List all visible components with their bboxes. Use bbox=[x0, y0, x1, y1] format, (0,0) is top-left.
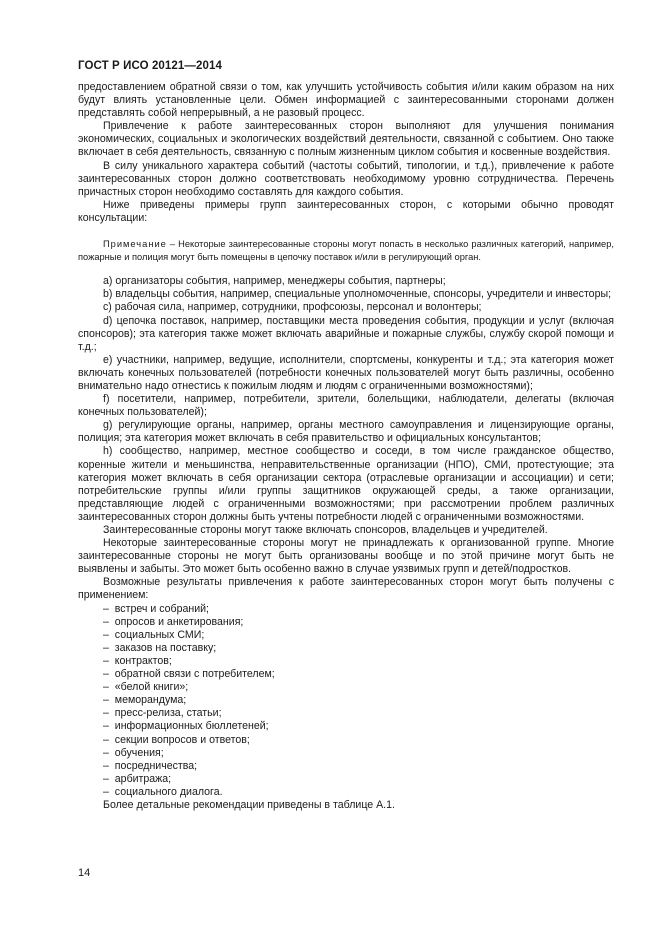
page-content bbox=[78, 81, 614, 812]
paragraph: Ниже приведены примеры групп заинтересованных сторон, с которыми обычно проводят консультации: bbox=[78, 198, 614, 224]
paragraph: Возможные результаты привлечения к работе заинтересованных сторон могут быть получены с применением: bbox=[78, 576, 614, 602]
dash-list-item: – пресс-релиза, статьи; bbox=[78, 707, 614, 720]
list-item: b) владельцы события, например, специальные уполномоченные, спонсоры, учредители и инвесторы; bbox=[103, 288, 612, 301]
note bbox=[78, 238, 614, 263]
dash-list-item: – арбитража; bbox=[78, 773, 614, 786]
list-item: f) посетители, например, потребители, зрители, болельщики, наблюдатели, делегаты (включая конечных пользователей); bbox=[78, 393, 614, 419]
list-item: c) рабочая сила, например, сотрудники, профсоюзы, персонал и волонтеры; bbox=[103, 301, 482, 314]
list-item: a) организаторы события, например, менеджеры события, партнеры; bbox=[103, 275, 446, 288]
paragraph: предоставлением обратной связи о том, как улучшить устойчивость события и/или каким образом на них будут влиять установленные цели. Обмен информацией с заинтересованными сторонами должен представлять собой непрерывный, а не разовый процесс. bbox=[78, 81, 614, 120]
dash-list-item: – посредничества; bbox=[78, 760, 614, 773]
dash-list-item: – опросов и анкетирования; bbox=[78, 616, 614, 629]
list-item: g) регулирующие органы, например, органы местного самоуправления и лицензирующие органы, полиция; эта категория может включать в себя правительство и официальных консультантов; bbox=[78, 419, 614, 445]
paragraph: Некоторые заинтересованные стороны могут не принадлежать к организованной группе. Многие заинтересованные стороны не могут быть организованы вообще и по этой причине могут быть не выявлены и забыты. Это может быть особенно важно в случае уязвимых групп и детей/подростков. bbox=[78, 537, 614, 576]
dash-list-item: – информационных бюллетеней; bbox=[78, 720, 614, 733]
paragraph: Заинтересованные стороны могут также включать спонсоров, владельцев и учредителей. bbox=[103, 524, 548, 536]
paragraph: Привлечение к работе заинтересованных сторон выполняют для улучшения понимания экономических, социальных и экологических воздействий деятельности, связанной с событием. Оно также включает в себя деятельность, связанную с полным жизненным циклом события и косвенные воздействия. bbox=[78, 120, 614, 159]
list-item: d) цепочка поставок, например, поставщики места проведения события, продукции и услуг (включая спонсоров); эта категория также может включать аварийные и пожарные службы, службу скорой помощи и т.д.; bbox=[78, 314, 614, 353]
dash-list-item: – меморандума; bbox=[78, 694, 614, 707]
dash-list-item: – заказов на поставку; bbox=[78, 642, 614, 655]
dash-list-item: – обратной связи с потребителем; bbox=[78, 668, 614, 681]
dash-list-item: – социального диалога. bbox=[78, 786, 614, 799]
note-text: – Некоторые заинтересованные стороны могут попасть в несколько различных категорий, например, пожарные и полиция могут быть помещены в цепочку поставок и/или в регулирующий орган. bbox=[78, 239, 614, 262]
page-number: 14 bbox=[78, 867, 91, 879]
paragraph: В силу уникального характера событий (частоты событий, типологии, и т.д.), привлечение к работе заинтересованных сторон должно соответствовать необходимому уровню сотрудничества. Перечень причастных сторон необходимо составлять для каждого события. bbox=[78, 159, 614, 198]
dash-list-item: – социальных СМИ; bbox=[78, 629, 614, 642]
document-header: ГОСТ Р ИСО 20121—2014 bbox=[78, 60, 223, 72]
dash-list-item: – обучения; bbox=[78, 747, 614, 760]
dash-list-item: – секции вопросов и ответов; bbox=[78, 734, 614, 747]
dash-list-item: – встреч и собраний; bbox=[78, 603, 614, 616]
list-item: h) сообщество, например, местное сообщество и соседи, в том числе гражданское общество, коренные жители и меньшинства, неправительственные организации (НПО), СМИ, протестующие; эта категория может включать в себя организации сектора (отраслевые организации и ассоциации) и сети; потребительские группы и/или группы защитников окружающей среды, а также организации, представляющие людей с ограниченными возможностями; при рассмотрении проблем различных заинтересованных сторон должны быть учтены потребности людей с ограниченными возможностями. bbox=[78, 445, 614, 523]
closing-paragraph: Более детальные рекомендации приведены в таблице А.1. bbox=[103, 798, 395, 811]
dash-list-item: – контрактов; bbox=[78, 655, 614, 668]
list-item: e) участники, например, ведущие, исполнители, спортсмены, конкуренты и т.д.; эта категория может включать конечных пользователей (потребности конечных пользователей могут быть различны, особенно внимательно надо отнестись к пожилым людям и людям с ограниченными возможностями); bbox=[78, 353, 614, 392]
dash-list-item: – «белой книги»; bbox=[78, 681, 614, 694]
note-label: Примечание bbox=[103, 239, 167, 250]
